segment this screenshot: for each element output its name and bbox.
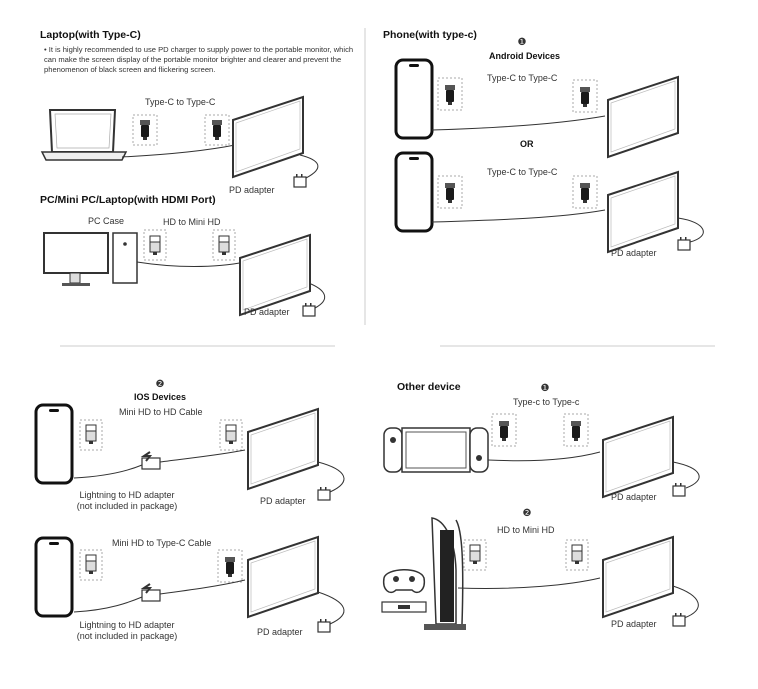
lightning-plug-icon xyxy=(86,555,96,574)
ios-cable-2a xyxy=(74,597,142,612)
type-c-plug-icon xyxy=(580,183,590,203)
portable-monitor-icon xyxy=(603,537,673,617)
type-c-plug-icon xyxy=(140,120,150,140)
ios-power-cable-1 xyxy=(318,462,344,492)
phone-power-cable xyxy=(678,218,703,242)
step-marker-2: ❷ xyxy=(522,508,532,519)
android-devices-label: Android Devices xyxy=(489,51,561,61)
android-phone-icon xyxy=(396,60,432,138)
pc-cable-label: HD to Mini HD xyxy=(163,217,221,227)
portable-monitor-icon xyxy=(608,172,678,252)
phone-cable-label-1: Type-C to Type-C xyxy=(487,73,558,83)
ios-pd-adapter-label-1: PD adapter xyxy=(260,496,306,506)
lightning-adapter-note-1: Lightning to HD adapter xyxy=(79,490,175,500)
game-controller-icon xyxy=(384,570,425,593)
step-marker-2: ❷ xyxy=(155,379,165,390)
hd-plug-icon xyxy=(150,236,160,255)
lightning-adapter-icon xyxy=(142,452,160,469)
type-c-plug-icon xyxy=(445,183,455,203)
not-included-note-2: (not included in package) xyxy=(76,631,178,641)
or-label: OR xyxy=(520,139,534,149)
portable-monitor-icon xyxy=(248,409,318,489)
pc-monitor-icon xyxy=(44,233,108,286)
phone-cable-label-2: Type-C to Type-C xyxy=(487,167,558,177)
ios-cable-label-1: Mini HD to HD Cable xyxy=(119,407,203,417)
pd-adapter-icon xyxy=(294,174,306,187)
pd-adapter-icon xyxy=(673,483,685,496)
pd-adapter-icon xyxy=(303,303,315,316)
game-console-tower-icon xyxy=(424,518,466,630)
ios-phone-icon xyxy=(36,538,72,616)
pd-adapter-icon xyxy=(673,613,685,626)
phone-section-title: Phone(with type-c) xyxy=(383,29,477,41)
other-power-cable-2 xyxy=(673,586,698,618)
ios-phone-icon xyxy=(36,405,72,483)
ios-power-cable-2 xyxy=(318,592,344,624)
portable-monitor-icon xyxy=(608,77,678,157)
other-cable-1 xyxy=(488,452,600,461)
portable-monitor-icon xyxy=(603,417,673,497)
portable-monitor-icon xyxy=(233,97,303,177)
other-cable-label-1: Type-c to Type-c xyxy=(513,397,580,407)
type-c-plug-icon xyxy=(445,85,455,105)
pc-case-label: PC Case xyxy=(88,216,125,226)
laptop-section-title: Laptop(with Type-C) xyxy=(40,29,141,41)
lightning-plug-icon xyxy=(86,425,96,444)
phone-cable-2 xyxy=(432,210,605,222)
pd-adapter-icon xyxy=(318,619,330,632)
type-c-plug-icon xyxy=(580,87,590,107)
phone-pd-adapter-label: PD adapter xyxy=(611,248,657,258)
android-phone-icon xyxy=(396,153,432,231)
lightning-adapter-note-2: Lightning to HD adapter xyxy=(79,620,175,630)
other-cable-2 xyxy=(458,578,600,588)
laptop-pd-adapter-label: PD adapter xyxy=(229,185,275,195)
game-console-handheld-icon xyxy=(384,428,488,472)
not-included-note-1: (not included in package) xyxy=(76,501,178,511)
mini-hd-plug-icon xyxy=(219,236,229,255)
type-c-plug-icon xyxy=(571,421,581,441)
type-c-plug-icon xyxy=(212,120,222,140)
laptop-icon xyxy=(42,110,126,160)
other-pd-adapter-label-1: PD adapter xyxy=(611,492,657,502)
ios-cable-label-2: Mini HD to Type-C Cable xyxy=(112,538,212,548)
laptop-cable-label: Type-C to Type-C xyxy=(145,97,216,107)
lightning-adapter-icon xyxy=(142,584,160,601)
type-c-plug-icon xyxy=(225,557,235,577)
portable-monitor-icon xyxy=(248,537,318,617)
pd-adapter-icon xyxy=(678,237,690,250)
ios-pd-adapter-label-2: PD adapter xyxy=(257,627,303,637)
pd-adapter-icon xyxy=(318,487,330,500)
type-c-plug-icon xyxy=(499,421,509,441)
ios-cable-1b xyxy=(160,450,245,462)
ios-cable-1a xyxy=(74,465,142,478)
pc-case-icon xyxy=(113,233,137,283)
set-top-box-icon xyxy=(382,602,426,612)
mini-hd-plug-icon xyxy=(572,545,582,564)
pc-pd-adapter-label: PD adapter xyxy=(244,307,290,317)
pc-section-title: PC/Mini PC/Laptop(with HDMI Port) xyxy=(40,194,216,206)
laptop-power-note: • It is highly recommended to use PD charger to supply power to the portable monitor, which can make the screen display of the portable monitor brighter and clearer and prevent the phenomenon of black screen and flickering screen. xyxy=(44,45,354,74)
other-pd-adapter-label-2: PD adapter xyxy=(611,619,657,629)
other-device-section-title: Other device xyxy=(397,381,461,393)
phone-cable-1 xyxy=(432,116,605,130)
hd-plug-icon xyxy=(470,545,480,564)
step-marker-1: ❶ xyxy=(540,383,550,394)
step-marker-1: ❶ xyxy=(517,37,527,48)
portable-monitor-icon xyxy=(240,235,310,315)
section-dividers xyxy=(60,28,715,346)
mini-hd-plug-icon xyxy=(226,425,236,444)
other-power-cable-1 xyxy=(673,462,699,488)
other-cable-label-2: HD to Mini HD xyxy=(497,525,555,535)
ios-devices-label: IOS Devices xyxy=(134,392,187,402)
